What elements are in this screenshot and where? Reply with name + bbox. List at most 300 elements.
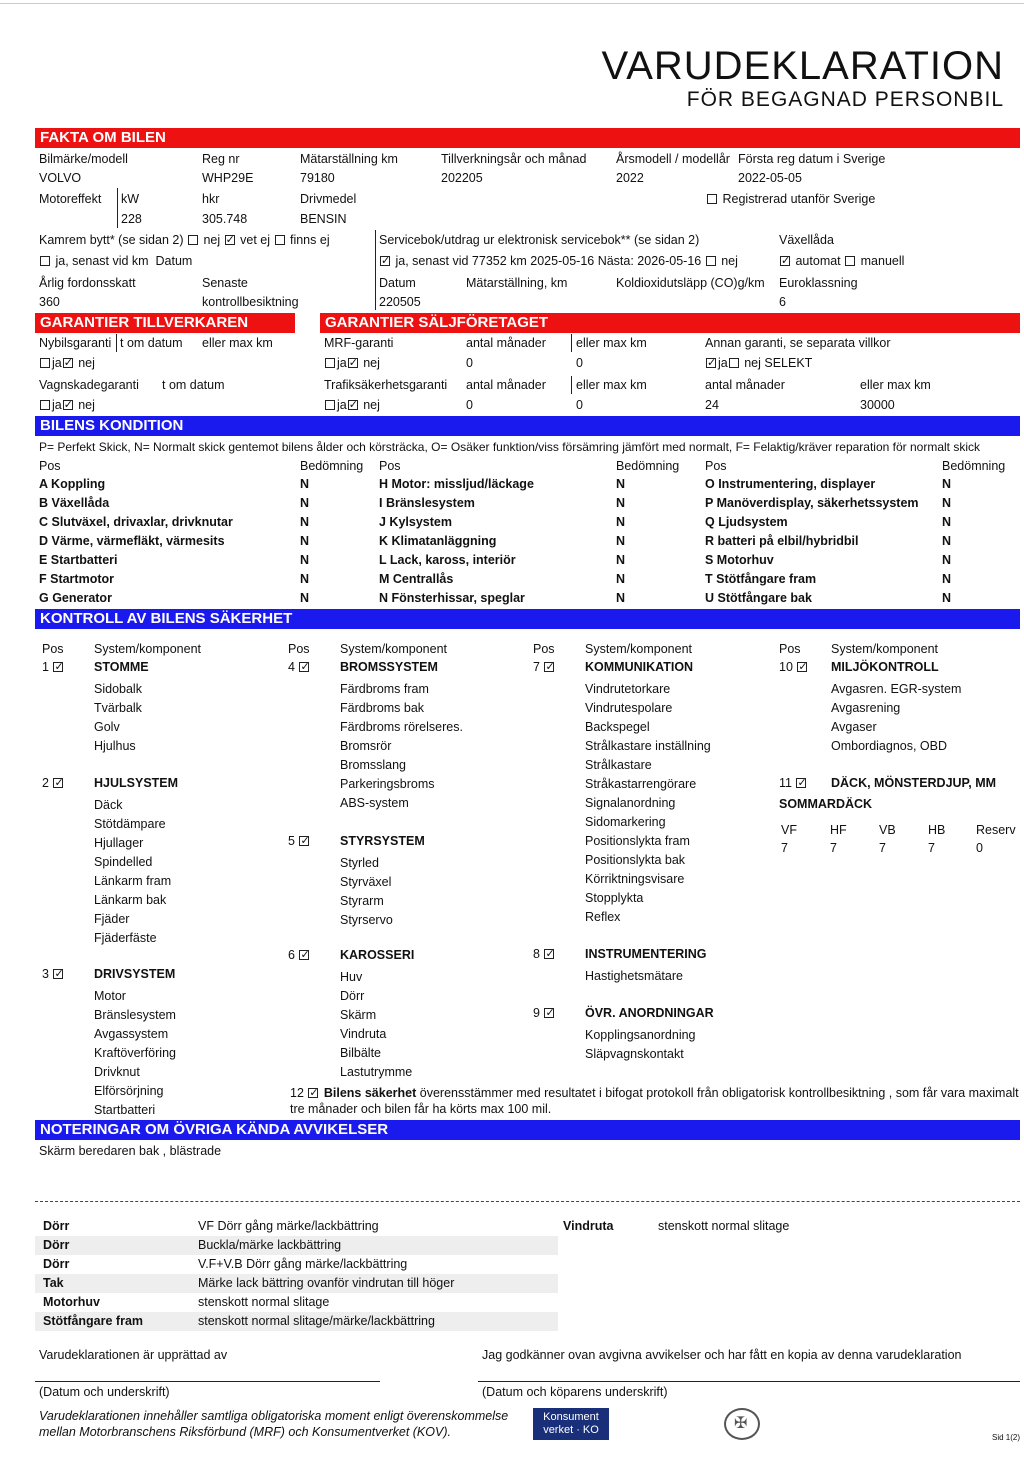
- safety-item: Avgaser: [831, 720, 877, 734]
- checkbox-unchecked[interactable]: [40, 358, 50, 368]
- top-border: [0, 3, 1024, 4]
- note-desc: Buckla/märke lackbättring: [198, 1238, 342, 1252]
- p12-line2: tre månader och bilen får ha körts max 100 mil.: [290, 1102, 552, 1116]
- kondition-item-value: N: [942, 515, 952, 529]
- divider: [116, 334, 117, 352]
- mrf-field: [324, 356, 380, 371]
- kamrem-label: Kamrem bytt* (se sidan 2): [39, 233, 184, 247]
- note-part: Dörr: [43, 1219, 70, 1233]
- safety-group-title: ÖVR. ANORDNINGAR: [585, 1006, 714, 1020]
- label-antal-man2: antal månader: [466, 378, 546, 392]
- value-datum2: 220505: [379, 295, 421, 309]
- safety-item: Styrservo: [340, 913, 393, 927]
- kondition-item-label: S Motorhuv: [705, 553, 774, 567]
- kondition-item-label: K Klimatanläggning: [379, 534, 497, 548]
- checkbox-unchecked[interactable]: [188, 235, 198, 245]
- safety-item: Körriktningsvisare: [585, 872, 685, 886]
- safety-item: Skärm: [340, 1008, 377, 1022]
- safety-group-title: DRIVSYSTEM: [94, 967, 176, 981]
- checkbox-checked[interactable]: [797, 662, 807, 672]
- safety-item: Strålkastare: [585, 758, 652, 772]
- checkbox-checked[interactable]: [299, 662, 309, 672]
- safety-group-pos: [533, 1006, 556, 1021]
- safety-item: Hjulhus: [94, 739, 136, 753]
- note-right-desc: stenskott normal slitage: [658, 1219, 790, 1233]
- kondition-item-label: Q Ljudsystem: [705, 515, 788, 529]
- label-koldioxid: Koldioxidutsläpp (CO)g/km: [616, 276, 765, 290]
- safety-group-pos: [288, 834, 311, 849]
- page-title: VARUDEKLARATION: [601, 44, 1004, 88]
- safety-item: Vindrutetorkare: [585, 682, 671, 696]
- tire-value: 7: [830, 841, 837, 855]
- label-arlig: Årlig fordonsskatt: [39, 276, 136, 290]
- checkbox-unchecked[interactable]: [325, 358, 335, 368]
- safety-item: Sidobalk: [94, 682, 142, 696]
- label-bedomning: Bedömning: [616, 459, 680, 473]
- safety-group-pos: [288, 948, 311, 963]
- section-header-garanti-tillverkare: GARANTIER TILLVERKAREN: [35, 313, 295, 333]
- safety-group-num: 4: [288, 660, 295, 674]
- kondition-item-value: N: [616, 553, 626, 567]
- safety-item: Bromsrör: [340, 739, 392, 753]
- safety-item: Huv: [340, 970, 363, 984]
- checkbox-checked[interactable]: [544, 949, 554, 959]
- tire-header: VB: [879, 823, 896, 837]
- safety-item: Avgassystem: [94, 1027, 169, 1041]
- safety-item: Stötdämpare: [94, 817, 166, 831]
- ja-label: ja: [718, 356, 728, 370]
- safety-item: Parkeringsbroms: [340, 777, 435, 791]
- kondition-item-label: I Bränslesystem: [379, 496, 475, 510]
- section-header-sakerhet: KONTROLL AV BILENS SÄKERHET: [35, 609, 1020, 629]
- signature-line-buyer[interactable]: [478, 1381, 1020, 1382]
- kondition-item-value: N: [300, 496, 310, 510]
- note-desc: VF Dörr gång märke/lackbättring: [198, 1219, 379, 1233]
- label-pos: Pos: [42, 642, 64, 656]
- value-mrf-man: 0: [466, 356, 473, 370]
- ja-label: ja: [337, 398, 347, 412]
- datum-label: Datum: [155, 254, 193, 268]
- p12-text: överensstämmer med resultatet i bifogat protokoll från obligatorisk kontrollbesiktning , som får vara maximalt: [419, 1086, 1019, 1100]
- checkbox-checked[interactable]: [63, 358, 73, 368]
- footer-info-2: mellan Motorbranschens Riksförbund (MRF) och Konsumentverket (KOV).: [39, 1425, 451, 1439]
- checkbox-unchecked[interactable]: [729, 358, 739, 368]
- kondition-item-label: J Kylsystem: [379, 515, 452, 529]
- note-part: Dörr: [43, 1257, 70, 1271]
- label-tom-datum: t om datum: [120, 336, 183, 350]
- note-desc: stenskott normal slitage/märke/lackbättring: [198, 1314, 435, 1328]
- value-trafik-man: 0: [466, 398, 473, 412]
- safety-group-pos: [533, 660, 556, 675]
- label-tom-datum2: t om datum: [162, 378, 225, 392]
- safety-item: Släpvagnskontakt: [585, 1047, 684, 1061]
- safety-item: Kraftöverföring: [94, 1046, 176, 1060]
- safety-group-title: DÄCK, MÖNSTERDJUP, MM: [831, 776, 997, 790]
- value-annan-man: 24: [705, 398, 719, 412]
- datum-kopare: (Datum och köparens underskrift): [482, 1385, 668, 1399]
- checkbox-checked[interactable]: [53, 662, 63, 672]
- safety-item: Länkarm fram: [94, 874, 172, 888]
- safety-item: Däck: [94, 798, 123, 812]
- finns-ej-label: finns ej: [289, 233, 330, 247]
- safety-group-num: 6: [288, 948, 295, 962]
- logo-line2: verket · KO: [543, 1424, 599, 1436]
- safety-item: Styrled: [340, 856, 379, 870]
- label-vaxellada: Växellåda: [779, 233, 834, 247]
- selekt-label: nej SELEKT: [744, 356, 813, 370]
- value-matar: 79180: [300, 171, 335, 185]
- kondition-item-label: E Startbatteri: [39, 553, 118, 567]
- checkbox-checked[interactable]: [796, 778, 806, 788]
- ja-label: ja: [52, 356, 62, 370]
- divider: [375, 230, 376, 310]
- safety-item: Dörr: [340, 989, 365, 1003]
- kondition-item-label: M Centrallås: [379, 572, 454, 586]
- safety-item: Färdbroms rörelseres.: [340, 720, 463, 734]
- value-hkr: 305.748: [202, 212, 248, 226]
- kondition-item-label: L Lack, kaross, interiör: [379, 553, 516, 567]
- note-part: Motorhuv: [43, 1295, 100, 1309]
- kondition-item-value: N: [616, 496, 626, 510]
- safety-group-title: KOMMUNIKATION: [585, 660, 694, 674]
- footer-info-1: Varudeklarationen innehåller samtliga obligatoriska moment enligt överenskommelse: [39, 1409, 509, 1423]
- safety-item: Lastutrymme: [340, 1065, 413, 1079]
- kondition-item-value: N: [942, 591, 952, 605]
- label-pos: Pos: [533, 642, 555, 656]
- note-desc: V.F+V.B Dörr gång märke/lackbättring: [198, 1257, 408, 1271]
- safety-item: Bilbälte: [340, 1046, 381, 1060]
- safety-item: Hastighetsmätare: [585, 969, 683, 983]
- checkbox-checked[interactable]: [706, 358, 716, 368]
- label-matar2: Mätarställning, km: [466, 276, 568, 290]
- nej-label: nej: [78, 398, 95, 412]
- safety-group-num: 10: [779, 660, 793, 674]
- ja-senast-label: ja, senast vid km: [55, 254, 149, 268]
- kondition-item-value: N: [942, 496, 952, 510]
- divider: [571, 376, 572, 394]
- safety-group-num: 2: [42, 776, 49, 790]
- kondition-item-label: G Generator: [39, 591, 112, 605]
- note-desc: Märke lack bättring ovanför vindrutan till höger: [198, 1276, 455, 1290]
- kondition-legend: P= Perfekt Skick, N= Normalt skick gentemot bilens ålder och körsträcka, O= Osäker funktion/viss försämring jämfört med normalt, F= Felaktig/kräver reparation för normalt skick: [39, 440, 981, 454]
- safety-group-num: 3: [42, 967, 49, 981]
- label-motoreffekt: Motoreffekt: [39, 192, 102, 206]
- servicebok-field: [379, 254, 738, 269]
- label-antal-man: antal månader: [466, 336, 546, 350]
- label-pos: Pos: [779, 642, 801, 656]
- label-kontrollbesiktning: kontrollbesiktning: [202, 295, 299, 309]
- kondition-item-value: N: [616, 534, 626, 548]
- label-pos: Pos: [288, 642, 310, 656]
- kondition-item-label: H Motor: missljud/läckage: [379, 477, 534, 491]
- section-header-garanti-saljare: GARANTIER SÄLJFÖRETAGET: [320, 313, 1020, 333]
- datum-underskrift: (Datum och underskrift): [39, 1385, 170, 1399]
- label-system: System/komponent: [831, 642, 938, 656]
- safety-group-title: INSTRUMENTERING: [585, 947, 707, 961]
- value-arsmodell: 2022: [616, 171, 644, 185]
- safety-group-num: 1: [42, 660, 49, 674]
- p12-num: 12: [290, 1086, 304, 1100]
- value-regnr: WHP29E: [202, 171, 254, 185]
- kondition-item-value: N: [300, 572, 310, 586]
- section-header-kondition: BILENS KONDITION: [35, 416, 1020, 436]
- label-pos: Pos: [39, 459, 61, 473]
- kondition-item-value: N: [300, 534, 310, 548]
- safety-group-num: 7: [533, 660, 540, 674]
- safety-group-num: 9: [533, 1006, 540, 1020]
- safety-group-title: MILJÖKONTROLL: [831, 660, 939, 674]
- label-system: System/komponent: [94, 642, 201, 656]
- checkbox-unchecked[interactable]: [845, 256, 855, 266]
- noteringar-text: Skärm beredaren bak , blästrade: [39, 1144, 222, 1158]
- kondition-item-value: N: [300, 591, 310, 605]
- label-system: System/komponent: [340, 642, 447, 656]
- kamrem-field: [39, 233, 330, 248]
- tire-header: HF: [830, 823, 847, 837]
- checkbox-unchecked[interactable]: [325, 400, 335, 410]
- safety-item: Styrarm: [340, 894, 384, 908]
- page-subtitle: FÖR BEGAGNAD PERSONBIL: [686, 88, 1004, 111]
- safety-group-num: 8: [533, 947, 540, 961]
- label-matar: Mätarställning km: [300, 152, 398, 166]
- safety-item: Positionslykta bak: [585, 853, 686, 867]
- kondition-item-label: T Stötfångare fram: [705, 572, 817, 586]
- safety-item: Avgasrening: [831, 701, 901, 715]
- label-bedomning: Bedömning: [942, 459, 1006, 473]
- kondition-item-value: N: [942, 534, 952, 548]
- note-part: Stötfångare fram: [43, 1314, 144, 1328]
- safety-group-title: BROMSSYSTEM: [340, 660, 438, 674]
- logo-line1: Konsument: [543, 1411, 599, 1423]
- label-antal-man3: antal månader: [705, 378, 785, 392]
- label-kw: kW: [121, 192, 140, 206]
- safety-group-pos: [42, 660, 65, 675]
- label-drivmedel: Drivmedel: [300, 192, 357, 206]
- tire-value: 7: [928, 841, 935, 855]
- kondition-item-label: O Instrumentering, displayer: [705, 477, 876, 491]
- kondition-item-value: N: [616, 515, 626, 529]
- checkbox-checked[interactable]: [53, 969, 63, 979]
- label-eller-max2: eller max km: [576, 378, 647, 392]
- nej-label: nej: [203, 233, 221, 247]
- safety-item: Stråkastarrengörare: [585, 777, 697, 791]
- checkbox-checked[interactable]: [544, 662, 554, 672]
- label-system: System/komponent: [585, 642, 692, 656]
- kondition-item-label: D Värme, värmefläkt, värmesits: [39, 534, 225, 548]
- safety-item: Ombordiagnos, OBD: [831, 739, 948, 753]
- godkanner-label: Jag godkänner ovan avgivna avvikelser och har fått en kopia av denna varudeklaration: [482, 1348, 962, 1362]
- safety-item: Reflex: [585, 910, 621, 924]
- kondition-item-value: N: [616, 591, 626, 605]
- kondition-item-value: N: [942, 553, 952, 567]
- safety-item: Färdbroms bak: [340, 701, 425, 715]
- label-arsmodell: Årsmodell / modellår: [616, 152, 730, 166]
- reg-utanfor-field[interactable]: [706, 192, 875, 207]
- checkbox-checked[interactable]: [780, 256, 790, 266]
- safety-item: Positionslykta fram: [585, 834, 690, 848]
- kondition-item-value: N: [616, 572, 626, 586]
- safety-item: Elförsörjning: [94, 1084, 164, 1098]
- section-header-fakta: FAKTA OM BILEN: [35, 128, 1020, 148]
- label-euro: Euroklassning: [779, 276, 858, 290]
- value-annan-km: 30000: [860, 398, 895, 412]
- safety-group-title: STYRSYSTEM: [340, 834, 425, 848]
- checkbox-checked[interactable]: [225, 235, 235, 245]
- safety-item: Kopplingsanordning: [585, 1028, 696, 1042]
- value-euro: 6: [779, 295, 786, 309]
- label-tillv: Tillverkningsår och månad: [441, 152, 587, 166]
- checkbox-checked[interactable]: [308, 1088, 318, 1098]
- safety-item: Fjäderfäste: [94, 931, 157, 945]
- safety-item: Sidomarkering: [585, 815, 666, 829]
- nej-label: nej: [721, 254, 738, 268]
- label-pos: Pos: [705, 459, 727, 473]
- label-regnr: Reg nr: [202, 152, 240, 166]
- label-pos: Pos: [379, 459, 401, 473]
- safety-item: Bränslesystem: [94, 1008, 176, 1022]
- tire-header: VF: [781, 823, 797, 837]
- vaxellada-field: [779, 254, 904, 269]
- checkbox-checked[interactable]: [348, 400, 358, 410]
- value-bilmarke: VOLVO: [39, 171, 82, 185]
- safety-item: Drivknut: [94, 1065, 140, 1079]
- safety-group-pos: [288, 660, 311, 675]
- checkbox-unchecked[interactable]: [275, 235, 285, 245]
- kondition-item-label: N Fönsterhissar, speglar: [379, 591, 525, 605]
- kondition-item-value: N: [300, 477, 310, 491]
- safety-group-title: KAROSSERI: [340, 948, 415, 962]
- kondition-item-label: U Stötfångare bak: [705, 591, 812, 605]
- value-mrf-km: 0: [576, 356, 583, 370]
- label-trafik: Trafiksäkerhetsgaranti: [324, 378, 448, 392]
- annan-field: [705, 356, 812, 371]
- checkbox-checked[interactable]: [348, 358, 358, 368]
- safety-group-num: 5: [288, 834, 295, 848]
- mrf-seal-icon: ✠: [724, 1408, 760, 1440]
- manuell-label: manuell: [860, 254, 905, 268]
- kondition-item-label: B Växellåda: [39, 496, 110, 510]
- label-annan: Annan garanti, se separata villkor: [705, 336, 891, 350]
- value-arlig: 360: [39, 295, 60, 309]
- checkbox-checked[interactable]: [299, 950, 309, 960]
- divider: [117, 188, 118, 228]
- checkbox-unchecked[interactable]: [706, 256, 716, 266]
- safety-item: Golv: [94, 720, 120, 734]
- value-drivmedel: BENSIN: [300, 212, 347, 226]
- kondition-item-value: N: [942, 477, 952, 491]
- tire-value: 7: [781, 841, 788, 855]
- kondition-item-value: N: [616, 477, 626, 491]
- value-tillv: 202205: [441, 171, 483, 185]
- safety-item: Stopplykta: [585, 891, 644, 905]
- page-number: Sid 1(2): [992, 1433, 1021, 1442]
- kondition-item-label: R batteri på elbil/hybridbil: [705, 534, 859, 548]
- note-desc: stenskott normal slitage: [198, 1295, 330, 1309]
- kondition-item-value: N: [300, 515, 310, 529]
- kondition-item-label: F Startmotor: [39, 572, 114, 586]
- kondition-item-label: A Koppling: [39, 477, 106, 491]
- label-sommardack: SOMMARDÄCK: [779, 797, 873, 811]
- label-senaste: Senaste: [202, 276, 248, 290]
- note-right-part: Vindruta: [563, 1219, 614, 1233]
- nybil-field: [39, 356, 95, 371]
- kamrem-ja-field: [39, 254, 192, 269]
- tire-header: Reserv: [976, 823, 1016, 837]
- value-forsta: 2022-05-05: [738, 171, 802, 185]
- safety-group-pos: [42, 776, 65, 791]
- checkbox-checked[interactable]: [380, 256, 390, 266]
- kondition-item-label: P Manöverdisplay, säkerhetssystem: [705, 496, 919, 510]
- label-datum2: Datum: [379, 276, 416, 290]
- section-header-noteringar: NOTERINGAR OM ÖVRIGA KÄNDA AVVIKELSER: [35, 1120, 1020, 1140]
- safety-item: Länkarm bak: [94, 893, 167, 907]
- safety-item: Fjäder: [94, 912, 130, 926]
- safety-item: Hjullager: [94, 836, 144, 850]
- p12-line1: [290, 1086, 1019, 1101]
- label-forsta: Första reg datum i Sverige: [738, 152, 886, 166]
- service-value: ja, senast vid 77352 km 2025-05-16 Nästa: 2026-05-16: [395, 254, 702, 268]
- checkbox-checked[interactable]: [544, 1008, 554, 1018]
- checkbox-checked[interactable]: [299, 836, 309, 846]
- kondition-item-value: N: [300, 553, 310, 567]
- safety-group-pos: [779, 660, 809, 675]
- safety-item: Startbatteri: [94, 1103, 156, 1117]
- safety-group-pos: [533, 947, 556, 962]
- safety-item: Vindruta: [340, 1027, 387, 1041]
- automat-label: automat: [795, 254, 841, 268]
- label-eller-max: eller max km: [202, 336, 273, 350]
- checkbox-unchecked[interactable]: [707, 194, 717, 204]
- label-hkr: hkr: [202, 192, 220, 206]
- safety-group-title: STOMME: [94, 660, 149, 674]
- label-vagnskada: Vagnskadegaranti: [39, 378, 139, 392]
- reg-utanfor-label: Registrerad utanför Sverige: [722, 192, 876, 206]
- label-eller-max3: eller max km: [860, 378, 931, 392]
- tire-header: HB: [928, 823, 946, 837]
- safety-group-num: 11: [779, 776, 792, 790]
- label-eller-max-mrf: eller max km: [576, 336, 647, 350]
- vet-ej-label: vet ej: [240, 233, 271, 247]
- signature-line-seller[interactable]: [35, 1381, 380, 1382]
- safety-item: Avgasren. EGR-system: [831, 682, 962, 696]
- checkbox-unchecked[interactable]: [40, 400, 50, 410]
- checkbox-unchecked[interactable]: [40, 256, 50, 266]
- tire-value: 0: [976, 841, 983, 855]
- nej-label: nej: [363, 398, 380, 412]
- safety-item: Strålkastare inställning: [585, 739, 711, 753]
- safety-item: Bromsslang: [340, 758, 406, 772]
- label-mrf: MRF-garanti: [324, 336, 394, 350]
- safety-item: ABS-system: [340, 796, 409, 810]
- nej-label: nej: [78, 356, 95, 370]
- checkbox-checked[interactable]: [53, 778, 63, 788]
- vagnskada-field: [39, 398, 95, 413]
- safety-item: Vindrutespolare: [585, 701, 673, 715]
- kondition-item-label: C Slutväxel, drivaxlar, drivknutar: [39, 515, 233, 529]
- trafik-field: [324, 398, 380, 413]
- safety-group-pos: [779, 776, 808, 791]
- label-bilmarke: Bilmärke/modell: [39, 152, 128, 166]
- p12-bold: Bilens säkerhet: [323, 1086, 417, 1100]
- ja-label: ja: [337, 356, 347, 370]
- note-part: Dörr: [43, 1238, 70, 1252]
- safety-group-pos: [42, 967, 65, 982]
- value-trafik-km: 0: [576, 398, 583, 412]
- ja-label: ja: [52, 398, 62, 412]
- safety-item: Backspegel: [585, 720, 650, 734]
- safety-item: Färdbroms fram: [340, 682, 429, 696]
- checkbox-checked[interactable]: [63, 400, 73, 410]
